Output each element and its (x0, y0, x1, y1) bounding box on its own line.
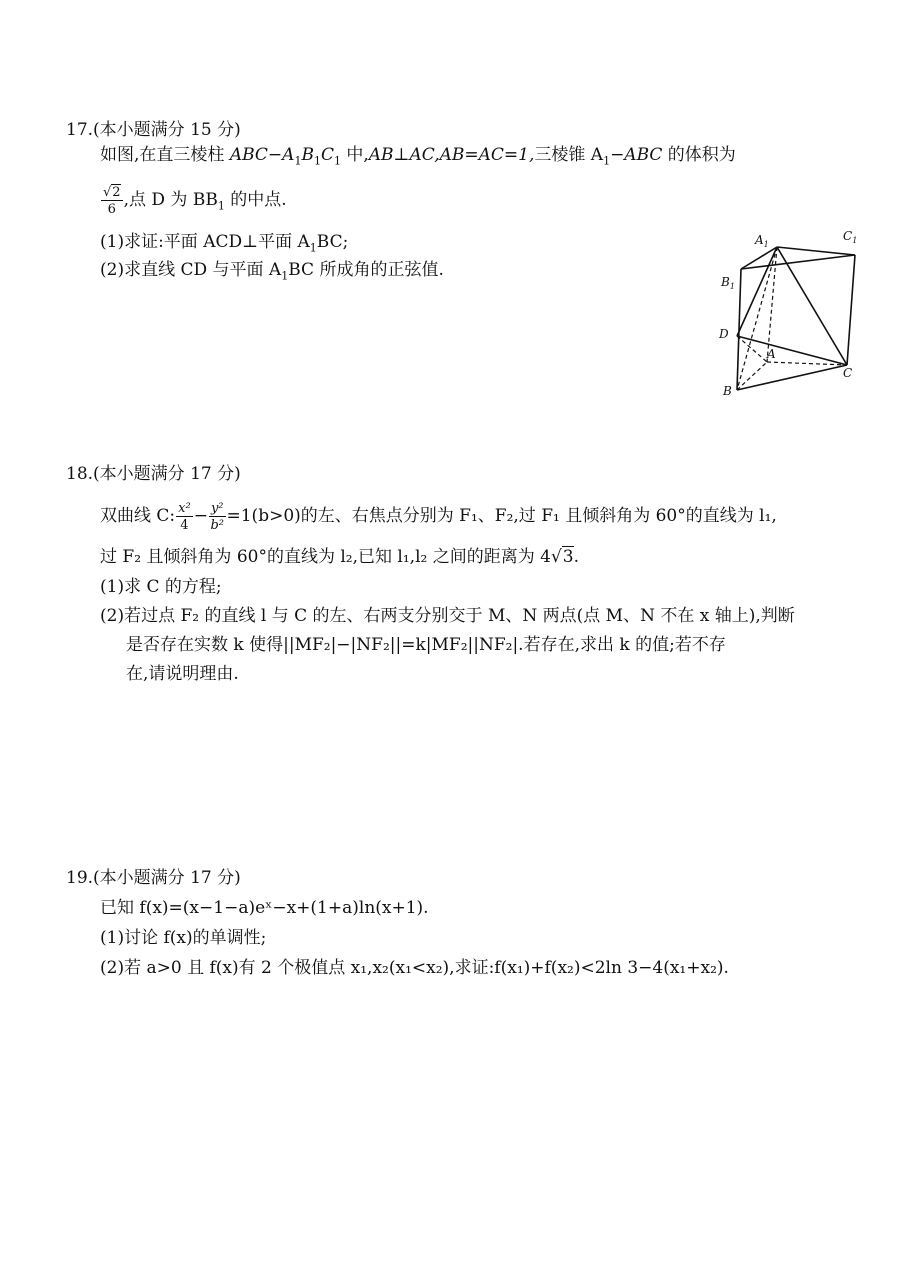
q18-frac-x (176, 502, 193, 532)
q17-mid-a: 中, (346, 145, 369, 165)
q18-l2: 过 F₂ 且倾斜角为 60°的直线为 l₂,已知 l₁,l₂ 之间的距离为 4 (100, 547, 551, 567)
q17-part1-text: (1)求证:平面 ACD⊥平面 A (100, 232, 310, 252)
q18-x2: x² (178, 500, 191, 516)
q19-part1: (1)讨论 f(x)的单调性; (100, 928, 267, 948)
q18-part1: (1)求 C 的方程; (100, 577, 222, 597)
q19-part2: (2)若 a>0 且 f(x)有 2 个极值点 x₁,x₂(x₁<x₂),求证:f(x₁)+f(x₂)<2ln 3−4(x₁+x₂). (100, 958, 729, 978)
q17-stem-a: 如图,在直三棱柱 (100, 145, 225, 165)
q17-part1: (1)求证:平面 ACD⊥平面 $A_1BC$; (100, 232, 349, 255)
q17-sqrt-num: 2 (112, 184, 121, 200)
q18-part2-c: 在,请说明理由. (126, 664, 239, 684)
fig-label-a: A (767, 347, 776, 361)
q17-prism-figure (715, 222, 875, 402)
fig-label-c1: $C_1$ (843, 229, 858, 245)
fig-edge-c1c (847, 255, 855, 365)
q17-pyr-label: 三棱锥 A (534, 145, 604, 165)
q18-dot: . (573, 547, 580, 567)
q18-line2: 过 F₂ 且倾斜角为 60°的直线为 l₂,已知 l₁,l₂ 之间的距离为 4√3. (100, 547, 580, 567)
fig-edge-a1d (737, 247, 777, 336)
q17-stem-line2: $\frac{√2}{6}$ ,点 D 为 $BB_1$ 的中点. (103, 184, 287, 217)
fig-label-b: B (723, 384, 732, 398)
q19-line1: 已知 f(x)=(x−1−a)eˣ−x+(1+a)ln(x+1). (100, 898, 429, 918)
q17-stem-line1: 如图,在直三棱柱 $ABC-A_1B_1C_1$ 中,AB⊥AC,AB=AC=1,三棱锥 $A_1-ABC$ 的体积为 (100, 145, 736, 168)
q17-part2-text-b: BC 所成角的正弦值. (288, 260, 444, 280)
q18-l1b: =1(b>0)的左、右焦点分别为 F₁、F₂,过 F₁ 且倾斜角为 60°的直线为 l₁, (226, 506, 777, 526)
fig-label-d: D (719, 327, 729, 341)
q17-volume-fraction: $\frac{√2}{6}$ (103, 184, 121, 217)
q18-header: 18.(本小题满分 17 分) (66, 464, 241, 484)
q19-header: 19.(本小题满分 17 分) (66, 868, 241, 888)
q18-y2: y² (210, 500, 224, 516)
fig-edge-a1c (777, 247, 847, 365)
q18-line1: 双曲线 C: $\frac{\text{x²}}{4}$ − $\frac{\text{y²}}{\text{b²}}$ =1(b>0)的左、右焦点分别为 F₁、F₂,过 F₁ 且倾斜角为 60°的直线为 l₁, (100, 500, 777, 533)
q18-b2: b² (210, 517, 224, 533)
fig-edge-a1c1 (777, 247, 855, 255)
fig-label-a1: $A_1$ (755, 233, 769, 249)
fig-edge-bc (737, 365, 847, 390)
q18-part2-b: 是否存在实数 k 使得||MF₂|−|NF₂||=k|MF₂||NF₂|.若存在,求出 k 的值;若不存 (126, 635, 726, 655)
q17-part1-text-b: BC; (316, 232, 349, 252)
q18-sqrt3: 3 (562, 547, 574, 567)
q17-part2-text: (2)求直线 CD 与平面 A (100, 260, 282, 280)
q18-l1a: 双曲线 C: (100, 506, 176, 526)
fig-label-b1: $B_1$ (721, 275, 735, 291)
q18-four: 4 (180, 517, 189, 533)
q17-b1: B (301, 145, 314, 165)
fig-label-c: C (843, 366, 853, 380)
q17-c1: C (320, 145, 334, 165)
q17-prism: ABC−A (229, 145, 295, 165)
q17-pyr: −ABC (610, 145, 663, 165)
q17-header: 17.(本小题满分 15 分) (66, 120, 241, 140)
q17-part2: (2)求直线 CD 与平面 $A_1BC$ 所成角的正弦值. (100, 260, 444, 283)
q17-mid-b: 的中点. (224, 190, 287, 210)
q18-part2-a: (2)若过点 F₂ 的直线 l 与 C 的左、右两支分别交于 M、N 两点(点 M、N 不在 x 轴上),判断 (100, 606, 795, 626)
q17-den: 6 (107, 201, 116, 217)
q17-perp: AB⊥AC,AB=AC=1, (368, 145, 535, 165)
q18-frac-y (209, 502, 226, 532)
fig-edge-b1c1 (741, 255, 855, 269)
q17-point-d: ,点 D 为 BB (123, 190, 218, 210)
q17-vol: 的体积为 (662, 145, 736, 165)
